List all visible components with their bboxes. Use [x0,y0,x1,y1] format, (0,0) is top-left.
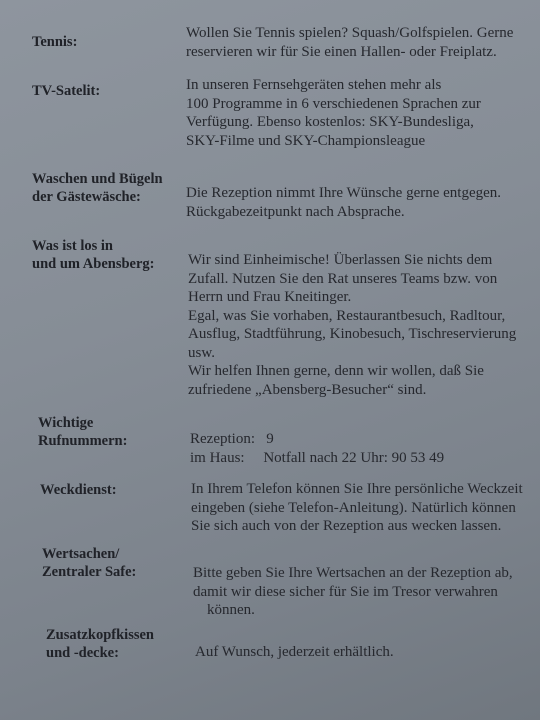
text-zusatzkopfkissen: Auf Wunsch, jederzeit erhältlich. [195,644,394,660]
label-wertsachen: Wertsachen/ Zentraler Safe: [42,546,137,580]
label-rufnummern: Wichtige Rufnummern: [38,415,128,449]
text-wertsachen: Bitte geben Sie Ihre Wertsachen an der Rezeption ab, damit wir diese sicher für Sie im Tresor verwahren können. [193,565,513,618]
label-weckdienst: Weckdienst: [40,482,117,498]
label-tennis: Tennis: [32,34,78,50]
text-tv-satelit: In unseren Fernsehgeräten stehen mehr als 100 Programme in 6 verschiedenen Sprachen zur Verfügung. Ebenso kostenlos: SKY-Bundesliga, SKY-Filme und SKY-Championsleague [186,77,481,149]
text-rufnummern: Rezeption: 9 im Haus: Notfall nach 22 Uhr: 90 53 49 [190,431,445,466]
text-was-ist-los: Wir sind Einheimische! Überlassen Sie nichts dem Zufall. Nutzen Sie den Rat unseres Teams bzw. von Herrn und Frau Kneitinger. Egal, was Sie vorhaben, Restaurantbesuch, Radltour, Ausflug, Stadtführung, Kinobesuch, Tischreservierung usw. Wir helfen Ihnen gerne, denn wir wollen, daß Sie zufriedene „Abensberg-Besucher“ sind. [188,252,517,398]
label-waschen: Waschen und Bügeln der Gästewäsche: [32,171,163,205]
text-weckdienst: In Ihrem Telefon können Sie Ihre persönliche Weckzeit eingeben (siehe Telefon-Anleitung). Natürlich können Sie sich auch von der Rezeption aus wecken lassen. [191,481,523,534]
text-tennis: Wollen Sie Tennis spielen? Squash/Golfspielen. Gerne reservieren wir für Sie einen Hallen- oder Freiplatz. [186,25,514,60]
label-was-ist-los: Was ist los in und um Abensberg: [32,238,155,272]
label-zusatzkopfkissen: Zusatzkopfkissen und -decke: [46,627,154,661]
label-tv-satelit: TV-Satelit: [32,83,101,99]
text-waschen: Die Rezeption nimmt Ihre Wünsche gerne entgegen. Rückgabezeitpunkt nach Absprache. [186,185,502,220]
